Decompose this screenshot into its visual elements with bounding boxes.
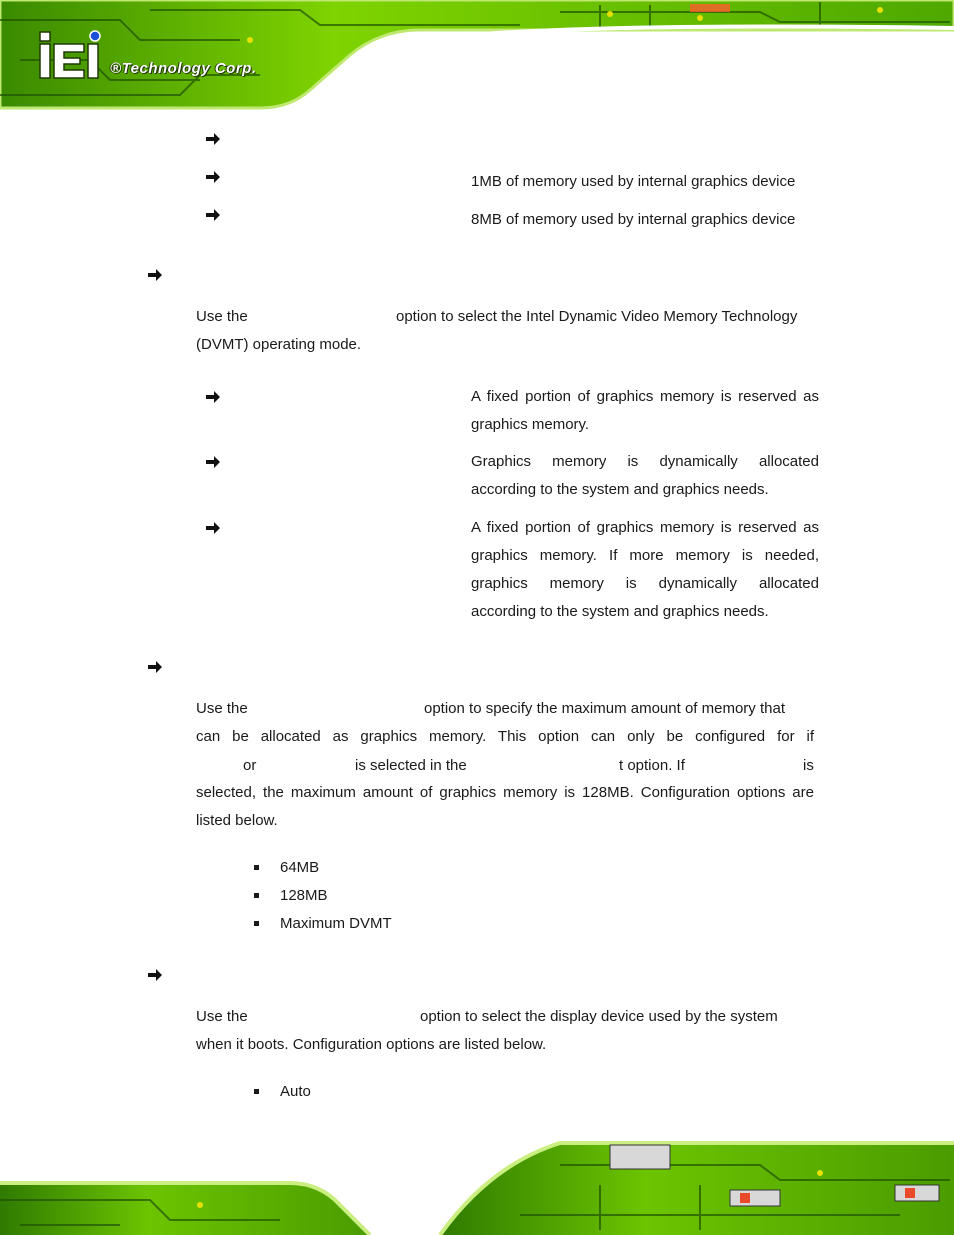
- option-description: A fixed portion of graphics memory is reserved as graphics memory. If more memory is needed, graphics memory is dynamically allocated according to the system and graphics needs.: [471, 519, 819, 620]
- section-arrow-icon: [147, 268, 165, 282]
- arrow-icon: [205, 132, 223, 146]
- section-arrow-icon: [147, 660, 165, 674]
- paragraph-text: Use the: [196, 308, 248, 325]
- circuit-board-graphic: [0, 1125, 954, 1235]
- logo-text: ®Technology Corp.: [110, 60, 257, 77]
- bullet-icon: [254, 1089, 259, 1094]
- arrow-icon: [205, 170, 223, 184]
- paragraph-text: or: [243, 757, 257, 774]
- arrow-icon: [205, 521, 223, 535]
- footer-banner: [0, 1125, 954, 1235]
- arrow-icon: [205, 208, 223, 222]
- option-description: 8MB of memory used by internal graphics device: [471, 211, 796, 228]
- bullet-icon: [254, 893, 259, 898]
- bullet-icon: [254, 865, 259, 870]
- list-item: Maximum DVMT: [280, 915, 392, 932]
- arrow-icon: [205, 390, 223, 404]
- section-arrow-icon: [147, 968, 165, 982]
- header-banner: [0, 0, 954, 112]
- list-item: 128MB: [280, 887, 328, 904]
- option-description: 1MB of memory used by internal graphics device: [471, 173, 796, 190]
- paragraph-text: option to specify the maximum amount of memory that: [424, 700, 785, 717]
- paragraph-text: is selected in the: [355, 757, 467, 774]
- paragraph-text: can be allocated as graphics memory. This option can only be configured for if: [196, 728, 814, 745]
- option-description: A fixed portion of graphics memory is reserved as graphics memory.: [471, 388, 819, 433]
- bullet-icon: [254, 921, 259, 926]
- company-logo: [38, 30, 298, 90]
- paragraph-text: is: [803, 757, 814, 774]
- paragraph-text: Use the: [196, 700, 248, 717]
- paragraph-text: (DVMT) operating mode.: [196, 336, 362, 353]
- paragraph-text: Use the: [196, 1008, 248, 1025]
- paragraph-text: when it boots. Configuration options are listed below.: [196, 1036, 547, 1053]
- option-description: Graphics memory is dynamically allocated according to the system and graphics needs.: [471, 453, 819, 498]
- paragraph-text: option to select the display device used by the system: [420, 1008, 778, 1025]
- paragraph-text: t option. If: [619, 757, 685, 774]
- list-item: Auto: [280, 1083, 311, 1100]
- list-item: 64MB: [280, 859, 320, 876]
- iei-logo-icon: [38, 30, 108, 80]
- paragraph-text: option to select the Intel Dynamic Video Memory Technology: [396, 308, 798, 325]
- arrow-icon: [205, 455, 223, 469]
- paragraph-text: selected, the maximum amount of graphics memory is 128MB. Configuration options are listed below.: [196, 784, 814, 829]
